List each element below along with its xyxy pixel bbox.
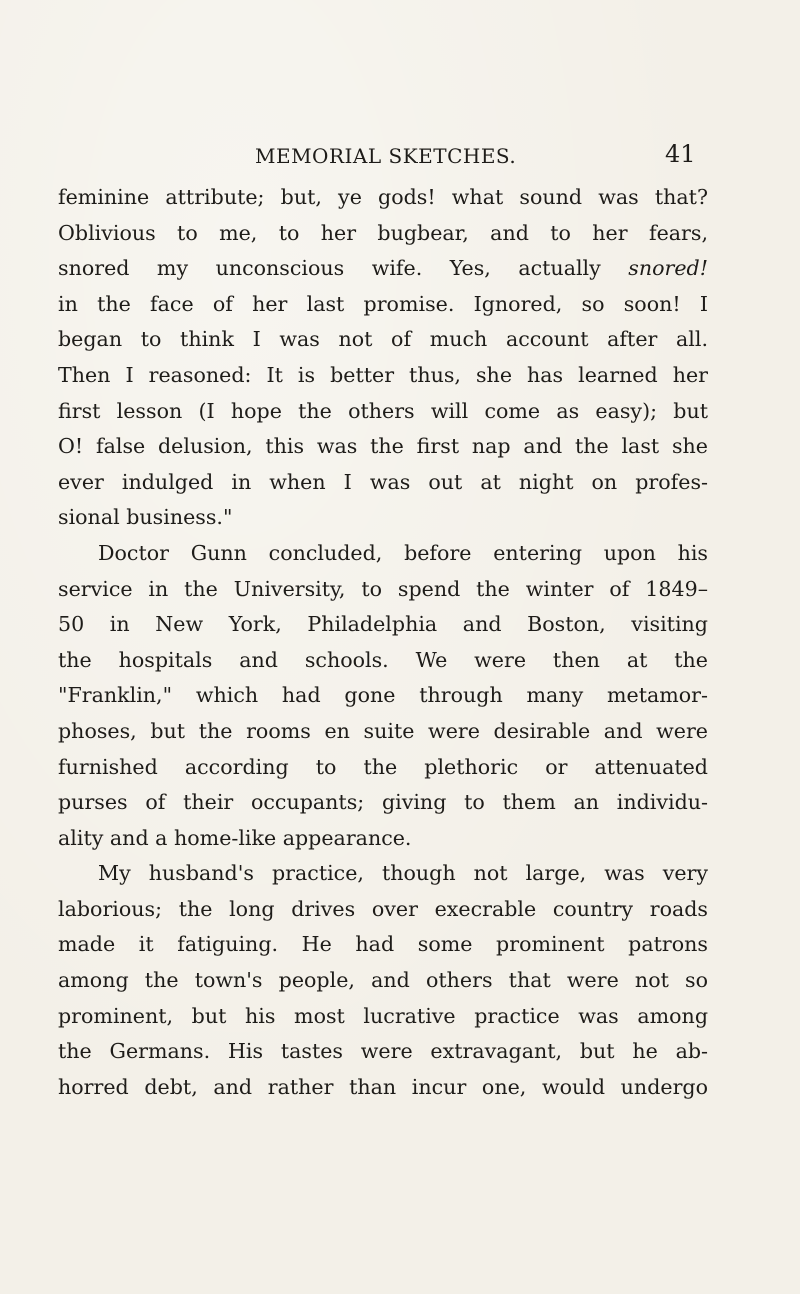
text-line: began to think I was not of much account after all.	[58, 327, 708, 352]
page-number: 41	[665, 140, 696, 168]
text-line: "Franklin," which had gone through many metamor-	[58, 683, 708, 708]
text-line: the hospitals and schools. We were then at the	[58, 647, 708, 672]
text-line: 50 in New York, Philadelphia and Boston, visiting	[58, 612, 708, 637]
text-line: Then I reasoned: It is better thus, she has learned her	[58, 362, 708, 387]
page-header	[0, 140, 800, 170]
text-line: O! false delusion, this was the first nap and the last she	[58, 434, 708, 459]
text-line: sional business."	[58, 505, 233, 530]
paragraph-start-line: My husband's practice, though not large, was very	[98, 861, 708, 886]
text-line: furnished according to the plethoric or attenuated	[58, 754, 708, 779]
running-head: MEMORIAL SKETCHES.	[255, 144, 517, 168]
text-line: Oblivious to me, to her bugbear, and to her fears,	[58, 220, 708, 245]
text-line: phoses, but the rooms en suite were desirable and were	[58, 718, 708, 743]
text-line: purses of their occupants; giving to them an individu-	[58, 790, 708, 815]
text-line	[58, 251, 708, 287]
body-text	[58, 180, 708, 1105]
text-line: in the face of her last promise. Ignored, so soon! I	[58, 291, 708, 316]
text-line: first lesson (I hope the others will come as easy); but	[58, 398, 708, 423]
text-line: service in the University, to spend the winter of 1849–	[58, 576, 708, 601]
text-line: laborious; the long drives over execrable country roads	[58, 896, 708, 921]
text-line: horred debt, and rather than incur one, would undergo	[58, 1074, 708, 1099]
text-line: among the town's people, and others that were not so	[58, 968, 708, 993]
text-line: ever indulged in when I was out at night on profes-	[58, 469, 708, 494]
text-line: ality and a home-like appearance.	[58, 825, 412, 850]
paragraph-start-line: Doctor Gunn concluded, before entering upon his	[98, 540, 708, 565]
text-line: feminine attribute; but, ye gods! what sound was that?	[58, 185, 708, 209]
italic-phrase: snored!	[628, 256, 708, 281]
text-line-segment: snored my unconscious wife. Yes, actually	[58, 256, 629, 281]
text-line: prominent, but his most lucrative practice was among	[58, 1003, 708, 1028]
text-line: made it fatiguing. He had some prominent patrons	[58, 932, 708, 957]
text-line: the Germans. His tastes were extravagant, but he ab-	[58, 1039, 708, 1064]
